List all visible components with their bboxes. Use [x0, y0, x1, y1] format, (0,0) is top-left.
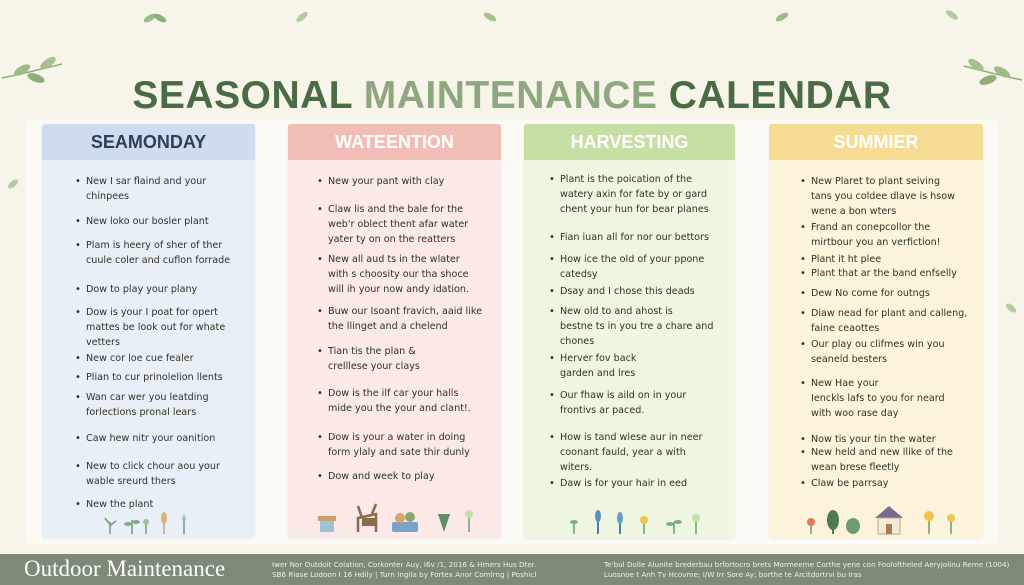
task-item: • Our fhaw is aild on in your frontivs ar paced.: [560, 388, 730, 418]
house-garden-icon: [799, 500, 975, 536]
task-item: • Caw hew nitr your oanition: [86, 431, 246, 446]
footer-note-right: Te'bul Dolle Alunite brederbau brfortocro brets Mormeeme Corthe yene con Fooloftheled Aeryjolinu Reme (1004) Luosnoe t Anh Tv Hcovme; I/W Irr Sore Ay; borthe te Arcitdortrvi bu Iras: [604, 560, 1010, 579]
task-item: • Dow is your a water in doing form ylaly and sate thir dunly: [328, 430, 493, 460]
small-leaf-icon: [1002, 300, 1020, 316]
task-item: • New cor loe cue fealer: [86, 351, 246, 366]
season-column-harvesting: [524, 124, 735, 538]
task-item: • New old to and ahost is bestne ts in you tre a chare and chones: [560, 304, 730, 349]
task-item: • Plant that ar the band enfselly: [811, 266, 979, 281]
task-item: • New I sar flaind and your chinpees: [86, 174, 246, 204]
task-item: • New Hae your Ienckls lafs to you for neard with woo rase day: [811, 376, 979, 421]
task-item: • New loko our bosler plant: [86, 214, 246, 229]
season-heading: WATEENTION: [288, 124, 501, 160]
task-item: • New the plant: [86, 497, 246, 512]
title-part-calendar: CALENDAR: [668, 74, 892, 118]
garden-animals-icon: [314, 500, 484, 536]
task-item: • Tian tis the plan & crelllese your clays: [328, 344, 493, 374]
task-item: • Dow to play your plany: [86, 282, 246, 297]
task-item: • New your pant with clay: [328, 174, 493, 189]
season-heading: SUMMIER: [769, 124, 983, 160]
task-item: • Our play ou clifmes win you seaneld besters: [811, 337, 979, 367]
season-column-summier: [769, 124, 983, 538]
plant-sprouts-icon: [104, 510, 194, 536]
season-column-seamonday: [42, 124, 255, 538]
season-column-wateention: [288, 124, 501, 538]
task-item: • Dow and week to play: [328, 469, 493, 484]
small-leaf-icon: [290, 8, 314, 26]
task-item: • How is tand wlese aur in neer coonant fauld, year a with witers.: [560, 430, 730, 475]
task-item: • New to click chour aou your wable sreurd thers: [86, 459, 246, 489]
task-item: • Dsay and I chose this deads: [560, 284, 730, 299]
task-item: • Dow is the ilf car your halls mide you the your and clant!.: [328, 386, 493, 416]
task-item: • Claw lis and the bale for the web'r oblect thent afar water yater ty on on the reatters: [328, 202, 493, 247]
small-leaf-icon: [940, 6, 964, 24]
task-item: • Dew No come for outngs: [811, 286, 979, 301]
task-item: • Dow is your I poat for opert mattes be look out for whate vetters: [86, 305, 246, 350]
small-leaf-icon: [770, 8, 794, 26]
season-heading: HARVESTING: [524, 124, 735, 160]
task-item: • Frand an conepcollor the mirtbour you an verfiction!: [811, 220, 979, 250]
task-item: • New held and new llike of the wean brese fleetly: [811, 445, 979, 475]
title-part-seasonal: SEASONAL: [132, 74, 353, 118]
page-title: [0, 74, 1024, 118]
task-item: • Plant it ht plee: [811, 252, 979, 267]
footer-bar: [0, 554, 1024, 585]
task-item: • Plant is the poication of the watery axin for fate by or gard chent your hun for bear planes: [560, 172, 730, 217]
task-item: • Now tis your tin the water: [811, 432, 979, 447]
small-leaf-icon: [140, 8, 170, 28]
task-item: • Plam is heery of sher of ther cuule coler and cuflon forrade: [86, 238, 251, 268]
footer-note-left: Iwer Nor Outdoit Colation, Corkonter Auy, I6v /1, 2016 & Hmers Hus Dter. SB6 Riase Lodoon I 16 Hdily | Turn Ingila by Fortex Anor Comlrng | Poshicl: [272, 560, 537, 579]
task-item: • Wan car wer you leatding forlections pronal lears: [86, 390, 246, 420]
footer-title: Outdoor Maintenance: [24, 556, 226, 581]
small-leaf-icon: [4, 176, 22, 192]
task-item: • Daw is for your hair in eed: [560, 476, 730, 491]
title-part-maintenance: MAINTENANCE: [363, 74, 658, 118]
task-item: • Plian to cur prinolelion llents: [86, 370, 251, 385]
task-item: • How ice the old of your ppone catedsy: [560, 252, 730, 282]
task-item: • New all aud ts in the wlater with s choosity our tha shoce will ih your now andy idation.: [328, 252, 493, 297]
task-item: • New Plaret to plant seiving tans you coldee dlave is hsow wene a bon wters: [811, 174, 979, 219]
flower-row-icon: [564, 508, 714, 536]
small-leaf-icon: [478, 8, 502, 26]
task-item: • Herver fov back garden and lres: [560, 351, 730, 381]
task-item: • Diaw nead for plant and calleng, faine ceaottes: [811, 306, 979, 336]
task-item: • Buw our Isoant fravich, aaid like the llinget and a chelend: [328, 304, 493, 334]
task-item: • Fian iuan all for nor our bettors: [560, 230, 730, 245]
season-heading: SEAMONDAY: [42, 124, 255, 160]
task-item: • Claw be parrsay: [811, 476, 979, 491]
